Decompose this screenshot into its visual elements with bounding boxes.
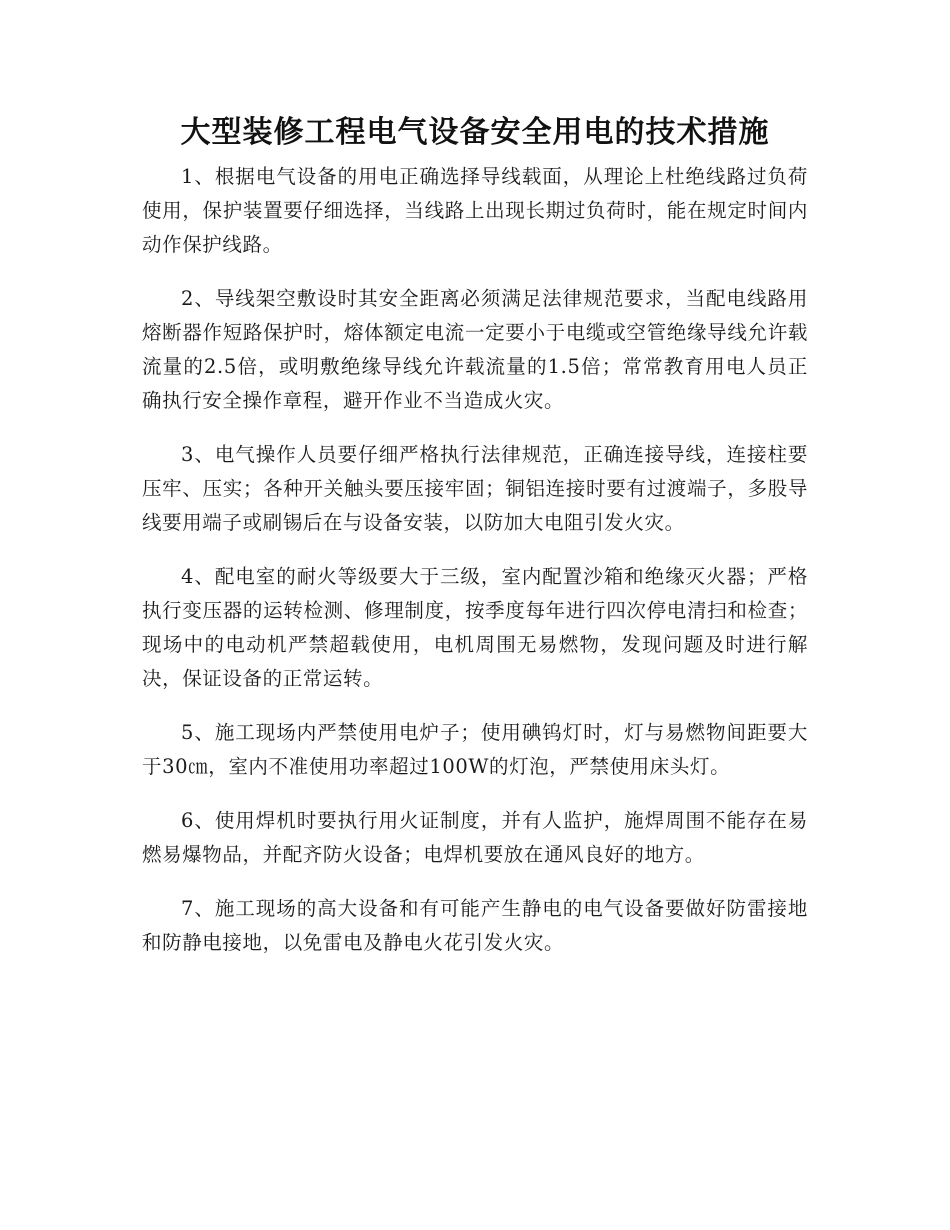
paragraph-2: 2、导线架空敷设时其安全距离必须满足法律规范要求，当配电线路用熔断器作短路保护时，熔体额定电流一定要小于电缆或空管绝缘导线允许载流量的2.5倍，或明敷绝缘导线允许载流量的1.5倍；常常教育用电人员正确执行安全操作章程，避开作业不当造成火灾。 <box>142 287 808 412</box>
paragraph-7: 7、施工现场的高大设备和有可能产生静电的电气设备要做好防雷接地和防静电接地，以免雷电及静电火花引发火灾。 <box>142 897 808 954</box>
document-page <box>142 108 808 980</box>
paragraph-3: 3、电气操作人员要仔细严格执行法律规范，正确连接导线，连接柱要压牢、压实；各种开关触头要压接牢固；铜铝连接时要有过渡端子，多股导线要用端子或刷锡后在与设备安装，以防加大电阻引发火灾。 <box>142 443 808 534</box>
paragraph-5: 5、施工现场内严禁使用电炉子；使用碘钨灯时，灯与易燃物间距要大于30㎝，室内不准使用功率超过100W的灯泡，严禁使用床头灯。 <box>142 721 808 778</box>
paragraph-1: 1、根据电气设备的用电正确选择导线载面，从理论上杜绝线路过负荷使用，保护装置要仔细选择，当线路上出现长期过负荷时，能在规定时间内动作保护线路。 <box>142 165 808 256</box>
paragraph-4: 4、配电室的耐火等级要大于三级，室内配置沙箱和绝缘灭火器；严格执行变压器的运转检测、修理制度，按季度每年进行四次停电清扫和检查；现场中的电动机严禁超载使用，电机周围无易燃物，发现问题及时进行解决，保证设备的正常运转。 <box>142 565 808 690</box>
document-title: 大型装修工程电气设备安全用电的技术措施 <box>180 115 770 150</box>
document-body <box>142 160 808 960</box>
paragraph-6: 6、使用焊机时要执行用火证制度，并有人监护，施焊周围不能存在易燃易爆物品，并配齐防火设备；电焊机要放在通风良好的地方。 <box>142 809 808 866</box>
